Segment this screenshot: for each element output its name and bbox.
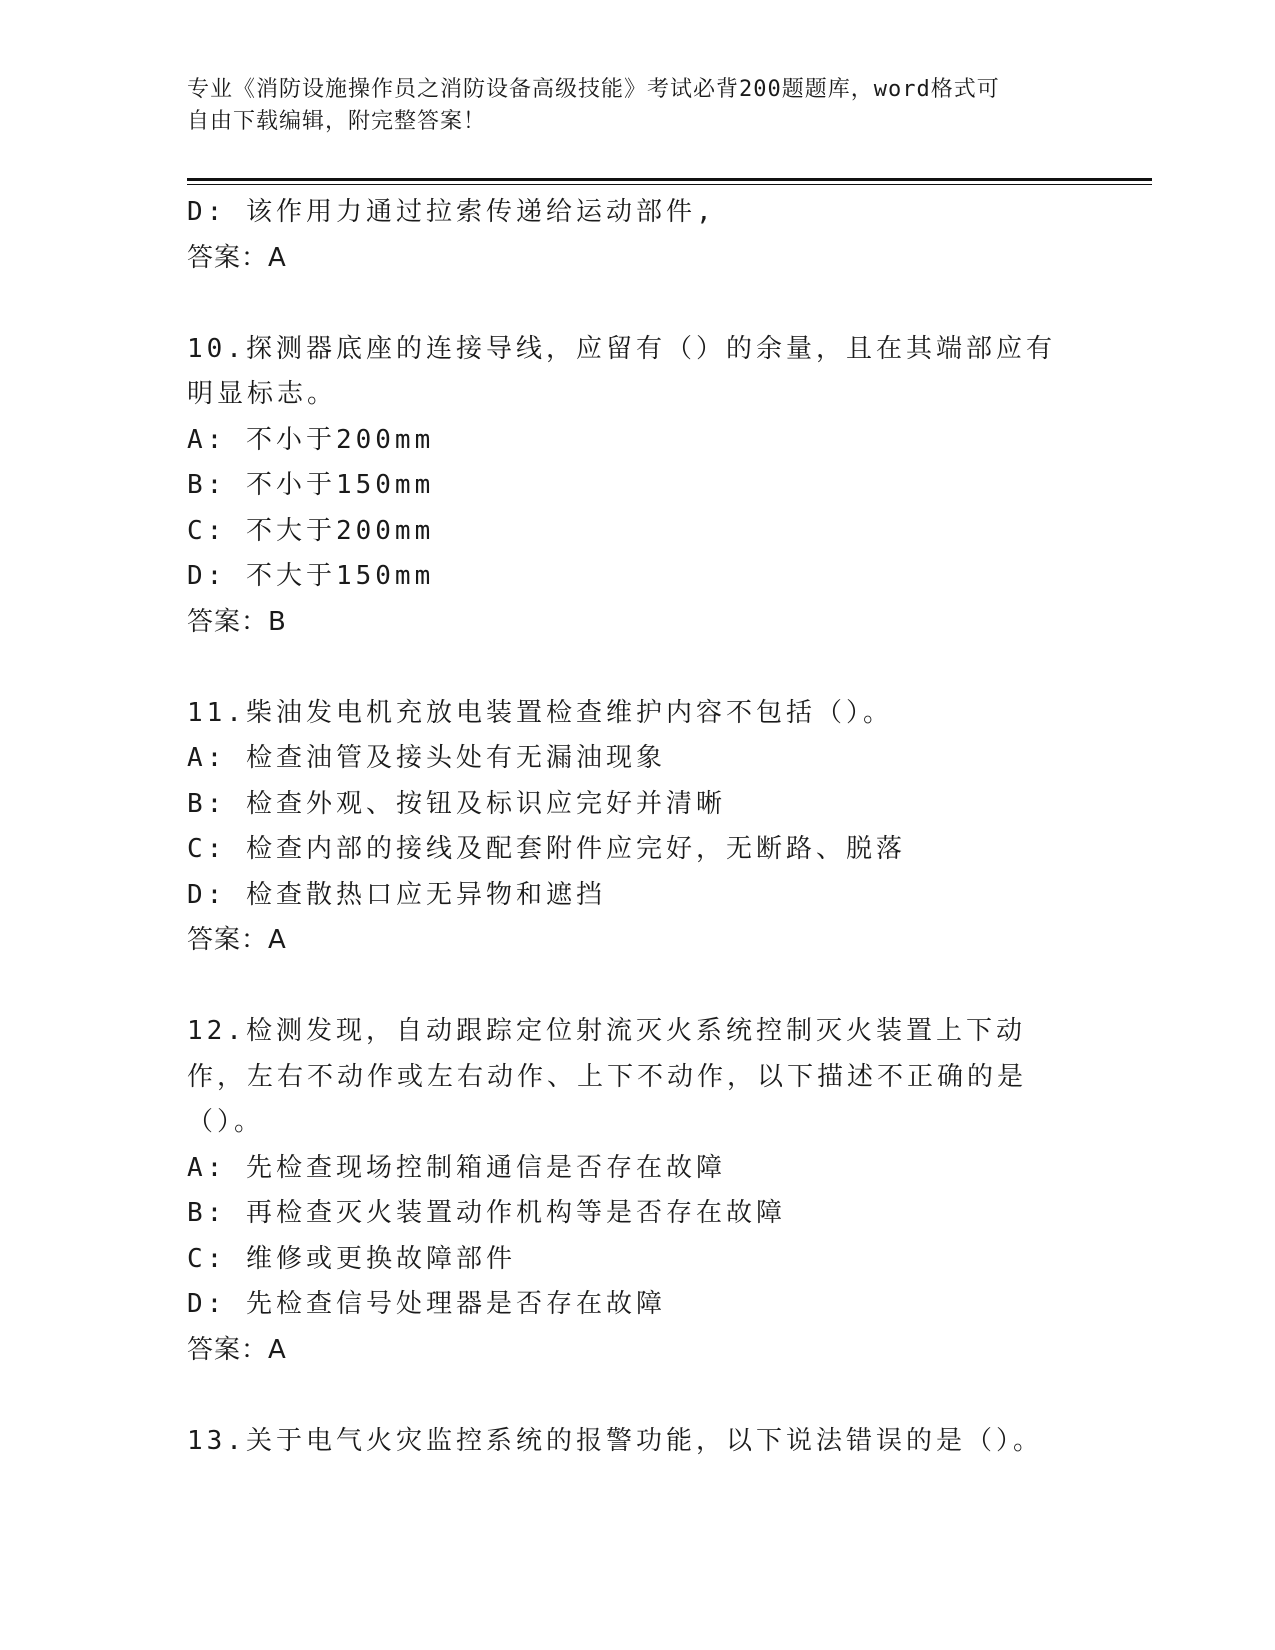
question-11 <box>187 691 1087 964</box>
header-title-line-1: 专业《消防设施操作员之消防设备高级技能》考试必背200题题库，word格式可 <box>187 77 1000 102</box>
header-rule-thick <box>187 178 1152 181</box>
option-d: D: 检查散热口应无异物和遮挡 <box>187 879 606 910</box>
option-a: A: 检查油管及接头处有无漏油现象 <box>187 743 666 773</box>
question-stem: 10.探测器底座的连接导线，应留有（）的余量，且在其端部应有明显标志。 <box>187 333 1056 409</box>
question-list <box>187 190 1087 1464</box>
prev-answer: 答案：A <box>187 242 287 273</box>
question-13 <box>187 1419 1087 1465</box>
question-10 <box>187 327 1087 646</box>
spacer <box>187 645 1087 691</box>
option-d: D: 先检查信号处理器是否存在故障 <box>187 1289 666 1319</box>
option-c: C: 检查内部的接线及配套附件应完好，无断路、脱落 <box>187 834 906 864</box>
option-b: B: 不小于150mm <box>187 470 435 500</box>
header-rule-thin <box>187 184 1152 185</box>
question-stem: 13.关于电气火灾监控系统的报警功能，以下说法错误的是（）。 <box>187 1425 1043 1456</box>
header-title-line-2: 自由下载编辑，附完整答案！ <box>187 109 487 134</box>
prev-option-d: D: 该作用力通过拉索传递给运动部件, <box>187 197 716 227</box>
document-header <box>187 74 1067 138</box>
spacer <box>187 1373 1087 1419</box>
question-stem: 12.检测发现，自动跟踪定位射流灭火系统控制灭火装置上下动作，左右不动作或左右动作、上下不动作，以下描述不正确的是（）。 <box>187 1016 1028 1137</box>
spacer <box>187 964 1087 1010</box>
option-c: C: 维修或更换故障部件 <box>187 1243 516 1274</box>
option-a: A: 先检查现场控制箱通信是否存在故障 <box>187 1152 726 1183</box>
option-a: A: 不小于200mm <box>187 424 435 455</box>
answer: 答案：A <box>187 1334 287 1365</box>
option-d: D: 不大于150mm <box>187 561 435 591</box>
option-b: B: 检查外观、按钮及标识应完好并清晰 <box>187 788 726 819</box>
option-b: B: 再检查灭火装置动作机构等是否存在故障 <box>187 1198 786 1228</box>
spacer <box>187 281 1087 327</box>
answer: 答案：B <box>187 606 287 637</box>
question-12 <box>187 1009 1087 1373</box>
question-stem: 11.柴油发电机充放电装置检查维护内容不包括（）。 <box>187 697 893 728</box>
option-c: C: 不大于200mm <box>187 515 435 546</box>
answer: 答案：A <box>187 925 287 955</box>
